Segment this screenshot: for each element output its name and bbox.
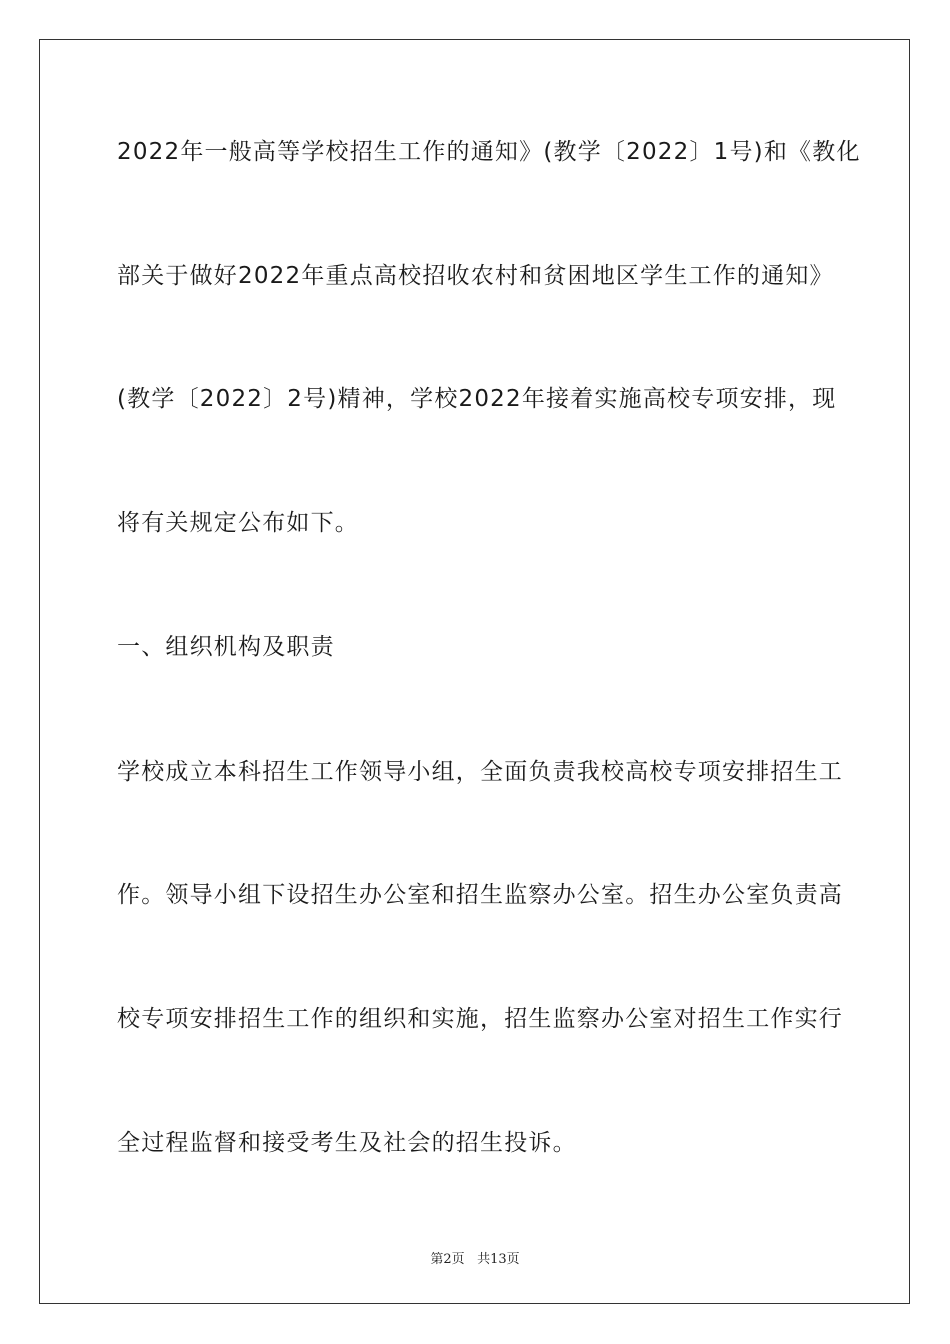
section-heading: 一、组织机构及职责	[117, 634, 335, 660]
page-total: 共13页	[477, 1252, 520, 1267]
body-line-2: 部关于做好2022年重点高校招收农村和贫困地区学生工作的通知》	[117, 263, 834, 289]
body-line-6: 作。领导小组下设招生办公室和招生监察办公室。招生办公室负责高	[117, 882, 843, 908]
body-line-3: (教学〔2022〕2号)精神，学校2022年接着实施高校专项安排，现	[117, 386, 837, 412]
page-footer	[0, 1248, 950, 1267]
body-line-8: 全过程监督和接受考生及社会的招生投诉。	[117, 1130, 577, 1156]
page-border	[39, 39, 910, 1304]
body-line-7: 校专项安排招生工作的组织和实施，招生监察办公室对招生工作实行	[117, 1006, 843, 1032]
body-line-4: 将有关规定公布如下。	[117, 510, 359, 536]
body-line-5: 学校成立本科招生工作领导小组，全面负责我校高校专项安排招生工	[117, 759, 843, 785]
body-line-1: 2022年一般高等学校招生工作的通知》(教学〔2022〕1号)和《教化	[117, 139, 861, 165]
page-number: 第2页	[430, 1252, 465, 1267]
